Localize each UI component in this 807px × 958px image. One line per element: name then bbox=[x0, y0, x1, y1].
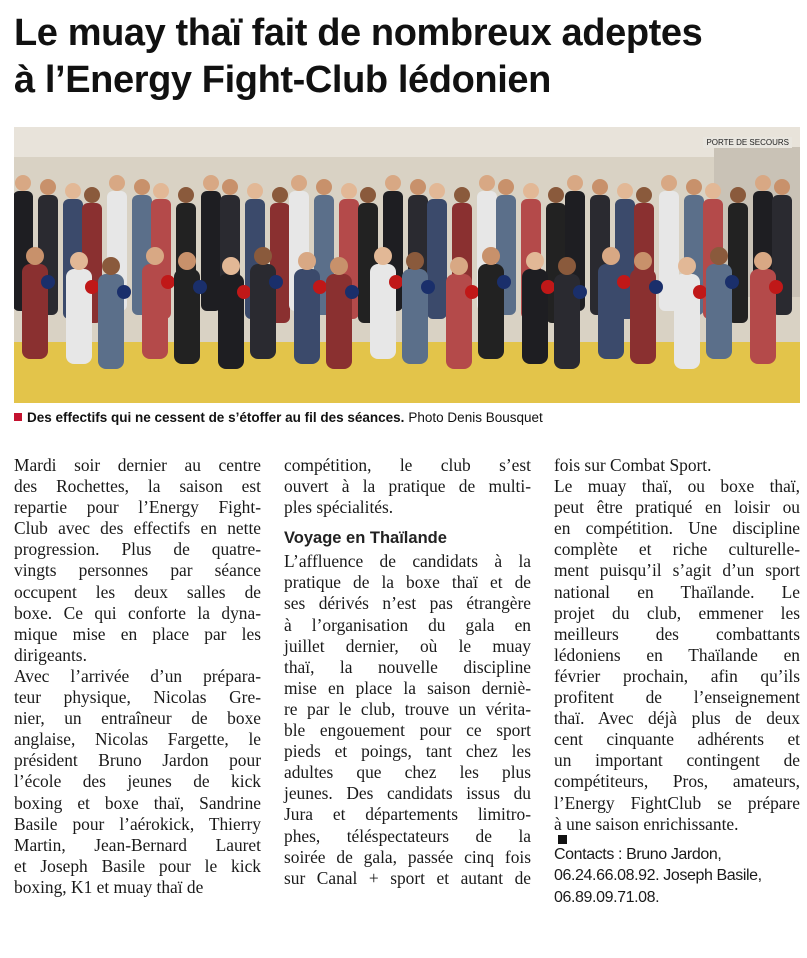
text-line: mise en place la saison derniè- bbox=[284, 677, 531, 698]
person-head bbox=[406, 252, 424, 270]
boxing-glove bbox=[649, 280, 663, 294]
person-head bbox=[558, 257, 576, 275]
person-head bbox=[109, 175, 125, 191]
boxing-glove bbox=[725, 275, 739, 289]
text-line: Basile pour l’aérokick, Thierry bbox=[14, 813, 261, 834]
text-line: pratique de la boxe thaï et de bbox=[284, 572, 531, 593]
text-line: vingts personnes par séance bbox=[14, 560, 261, 581]
section-subhead: Voyage en Thaïlande bbox=[284, 529, 447, 548]
person-head bbox=[102, 257, 120, 275]
text-line: ples spécialités. bbox=[284, 497, 394, 518]
text-line: 06.24.66.08.92. Joseph Basile, bbox=[554, 867, 762, 885]
text-line: dirigeants. bbox=[14, 644, 87, 665]
boxing-glove bbox=[769, 280, 783, 294]
article-column-1 bbox=[14, 455, 261, 898]
text-line: Mardi soir dernier au centre bbox=[14, 455, 261, 475]
boxing-glove bbox=[269, 275, 283, 289]
boxing-glove bbox=[465, 285, 479, 299]
person-head bbox=[65, 183, 81, 199]
text-line: des Rochettes, la saison est bbox=[14, 476, 261, 497]
text-line: repartie pour l’Energy Fight- bbox=[14, 497, 261, 518]
boxing-glove bbox=[161, 275, 175, 289]
person-head bbox=[222, 179, 238, 195]
person-head bbox=[661, 175, 677, 191]
text-line: Martin, Jean-Bernard Lauret bbox=[14, 834, 261, 855]
text-line: président Bruno Jardon pour bbox=[14, 750, 261, 771]
text-line: nier, un entraîneur de boxe bbox=[14, 708, 261, 729]
person-head bbox=[636, 187, 652, 203]
text-line: projet du club, emmener les bbox=[554, 602, 800, 623]
text-line: ouvert à la pratique de multi- bbox=[284, 476, 531, 497]
person-head bbox=[526, 252, 544, 270]
text-line: pieds et poings, tant chez les bbox=[284, 741, 531, 762]
person-head bbox=[410, 179, 426, 195]
text-line: compétition, le club s’est bbox=[284, 455, 531, 475]
text-line: re par le club, trouve un vérita- bbox=[284, 698, 531, 719]
person-head bbox=[316, 179, 332, 195]
text-line: soirée de gala, passée cinq fois bbox=[284, 846, 531, 867]
person-head bbox=[450, 257, 468, 275]
text-line: Club avec des effectifs en nette bbox=[14, 518, 261, 539]
person-head bbox=[222, 257, 240, 275]
text-line: Avec l’arrivée d’un prépara- bbox=[14, 665, 261, 686]
text-line: thaï. Avec déjà plus de deux bbox=[554, 708, 800, 729]
person-head bbox=[710, 247, 728, 265]
person-head bbox=[686, 179, 702, 195]
boxing-glove bbox=[421, 280, 435, 294]
text-line: progression. Plus de quatre- bbox=[14, 539, 261, 560]
text-line: anglaise, Nicolas Fargette, le bbox=[14, 729, 261, 750]
boxing-glove bbox=[693, 285, 707, 299]
person-head bbox=[754, 252, 772, 270]
text-line: fois sur Combat Sport. bbox=[554, 455, 712, 475]
text-line: 06.89.09.71.08. bbox=[554, 888, 660, 906]
text-line: ment puisqu’il s’agit d’un sport bbox=[554, 560, 800, 581]
person-head bbox=[15, 175, 31, 191]
text-line: Le muay thaï, ou boxe thaï, bbox=[554, 476, 800, 497]
contacts-block bbox=[554, 844, 800, 909]
article-column-3 bbox=[554, 455, 800, 908]
door-sign: PORTE DE SECOURS bbox=[703, 137, 792, 148]
article-column-2 bbox=[284, 455, 531, 889]
person-head bbox=[40, 179, 56, 195]
group-photo bbox=[14, 127, 800, 403]
text-line: Contacts : Bruno Jardon, bbox=[554, 845, 722, 863]
boxing-glove bbox=[41, 275, 55, 289]
person-head bbox=[178, 252, 196, 270]
text-line: complète et riche culturelle- bbox=[554, 539, 800, 560]
person-head bbox=[548, 187, 564, 203]
person-head bbox=[479, 175, 495, 191]
text-line: à une saison enrichissante. bbox=[554, 814, 800, 844]
person-head bbox=[70, 252, 88, 270]
person-back-row bbox=[427, 199, 447, 319]
person-head bbox=[272, 187, 288, 203]
text-line: meilleurs des combattants bbox=[554, 623, 800, 644]
boxing-glove bbox=[497, 275, 511, 289]
boxing-glove bbox=[345, 285, 359, 299]
end-of-article-mark bbox=[558, 835, 567, 844]
person-head bbox=[360, 187, 376, 203]
caption-marker bbox=[14, 413, 22, 421]
text-line: boxe. Ce qui conforte la dyna- bbox=[14, 602, 261, 623]
person-head bbox=[146, 247, 164, 265]
person-head bbox=[153, 183, 169, 199]
text-line: février prochain, afin qu’ils bbox=[554, 665, 800, 686]
article-headline bbox=[14, 10, 804, 104]
boxing-glove bbox=[541, 280, 555, 294]
boxing-glove bbox=[117, 285, 131, 299]
person-head bbox=[454, 187, 470, 203]
boxing-glove bbox=[193, 280, 207, 294]
headline-line-1: Le muay thaï fait de nombreux adeptes bbox=[14, 12, 703, 54]
person-head bbox=[134, 179, 150, 195]
boxing-glove bbox=[617, 275, 631, 289]
person-head bbox=[482, 247, 500, 265]
text-line: cent cinquante adhérents et bbox=[554, 729, 800, 750]
text-line: ble engouement pour ce sport bbox=[284, 720, 531, 741]
person-head bbox=[634, 252, 652, 270]
text-line: Jura et départements limitro- bbox=[284, 804, 531, 825]
person-head bbox=[755, 175, 771, 191]
person-head bbox=[617, 183, 633, 199]
person-head bbox=[498, 179, 514, 195]
person-head bbox=[678, 257, 696, 275]
text-line: occupent les deux salles de bbox=[14, 581, 261, 602]
person-head bbox=[298, 252, 316, 270]
person-head bbox=[385, 175, 401, 191]
text-line: compétiteurs, Pros, amateurs, bbox=[554, 771, 800, 792]
text-line: phes, téléspectateurs de la bbox=[284, 825, 531, 846]
text-line: juillet dernier, où le muay bbox=[284, 635, 531, 656]
text-line: l’école des jeunes de kick bbox=[14, 771, 261, 792]
person-head bbox=[774, 179, 790, 195]
person-head bbox=[291, 175, 307, 191]
boxing-glove bbox=[237, 285, 251, 299]
headline-line-2: à l’Energy Fight-Club lédonien bbox=[14, 59, 551, 101]
text-line: L’affluence de candidats à la bbox=[284, 551, 531, 572]
boxing-glove bbox=[85, 280, 99, 294]
text-line: jeunes. Des candidats issus du bbox=[284, 783, 531, 804]
text-line: adultes que chez les plus bbox=[284, 762, 531, 783]
text-line: lédoniens en Thaïlande en bbox=[554, 644, 800, 665]
caption-text: Des effectifs qui ne cessent de s’étoffer au fil des séances. bbox=[27, 410, 405, 425]
person-head bbox=[247, 183, 263, 199]
text-line: ses dérivés n’est pas étrangère bbox=[284, 593, 531, 614]
boxing-glove bbox=[389, 275, 403, 289]
boxing-glove bbox=[313, 280, 327, 294]
photo-credit: Photo Denis Bousquet bbox=[408, 410, 543, 425]
text-line: teur physique, Nicolas Gre- bbox=[14, 687, 261, 708]
text-line: l’Energy FightClub se prépare bbox=[554, 792, 800, 813]
person-head bbox=[254, 247, 272, 265]
boxing-glove bbox=[573, 285, 587, 299]
person-head bbox=[341, 183, 357, 199]
text-line: peut être pratiqué en loisir ou bbox=[554, 497, 800, 518]
text-line: sur Canal + sport et autant de bbox=[284, 867, 531, 888]
person-head bbox=[592, 179, 608, 195]
text-line: mique mise en place par les bbox=[14, 623, 261, 644]
person-head bbox=[429, 183, 445, 199]
person-head bbox=[730, 187, 746, 203]
text-line: un important contingent de bbox=[554, 750, 800, 771]
text-line: à l’organisation du gala en bbox=[284, 614, 531, 635]
person-head bbox=[178, 187, 194, 203]
text-line: en compétition. Une discipline bbox=[554, 518, 800, 539]
person-head bbox=[602, 247, 620, 265]
text-line: boxing et boxe thaï, Sandrine bbox=[14, 792, 261, 813]
text-line: profitent de l’enseignement bbox=[554, 687, 800, 708]
group-photo-illustration bbox=[14, 127, 800, 403]
person-head bbox=[203, 175, 219, 191]
person-head bbox=[84, 187, 100, 203]
person-head bbox=[705, 183, 721, 199]
person-head bbox=[26, 247, 44, 265]
text-line: boxing, K1 et muay thaï de bbox=[14, 876, 204, 897]
person-head bbox=[330, 257, 348, 275]
person-head bbox=[567, 175, 583, 191]
photo-caption bbox=[14, 410, 800, 425]
text-line: et Joseph Basile pour le kick bbox=[14, 855, 261, 876]
person-head bbox=[523, 183, 539, 199]
text-line: national en Thaïlande. Le bbox=[554, 581, 800, 602]
person-head bbox=[374, 247, 392, 265]
text-line: thaï, la nouvelle discipline bbox=[284, 656, 531, 677]
